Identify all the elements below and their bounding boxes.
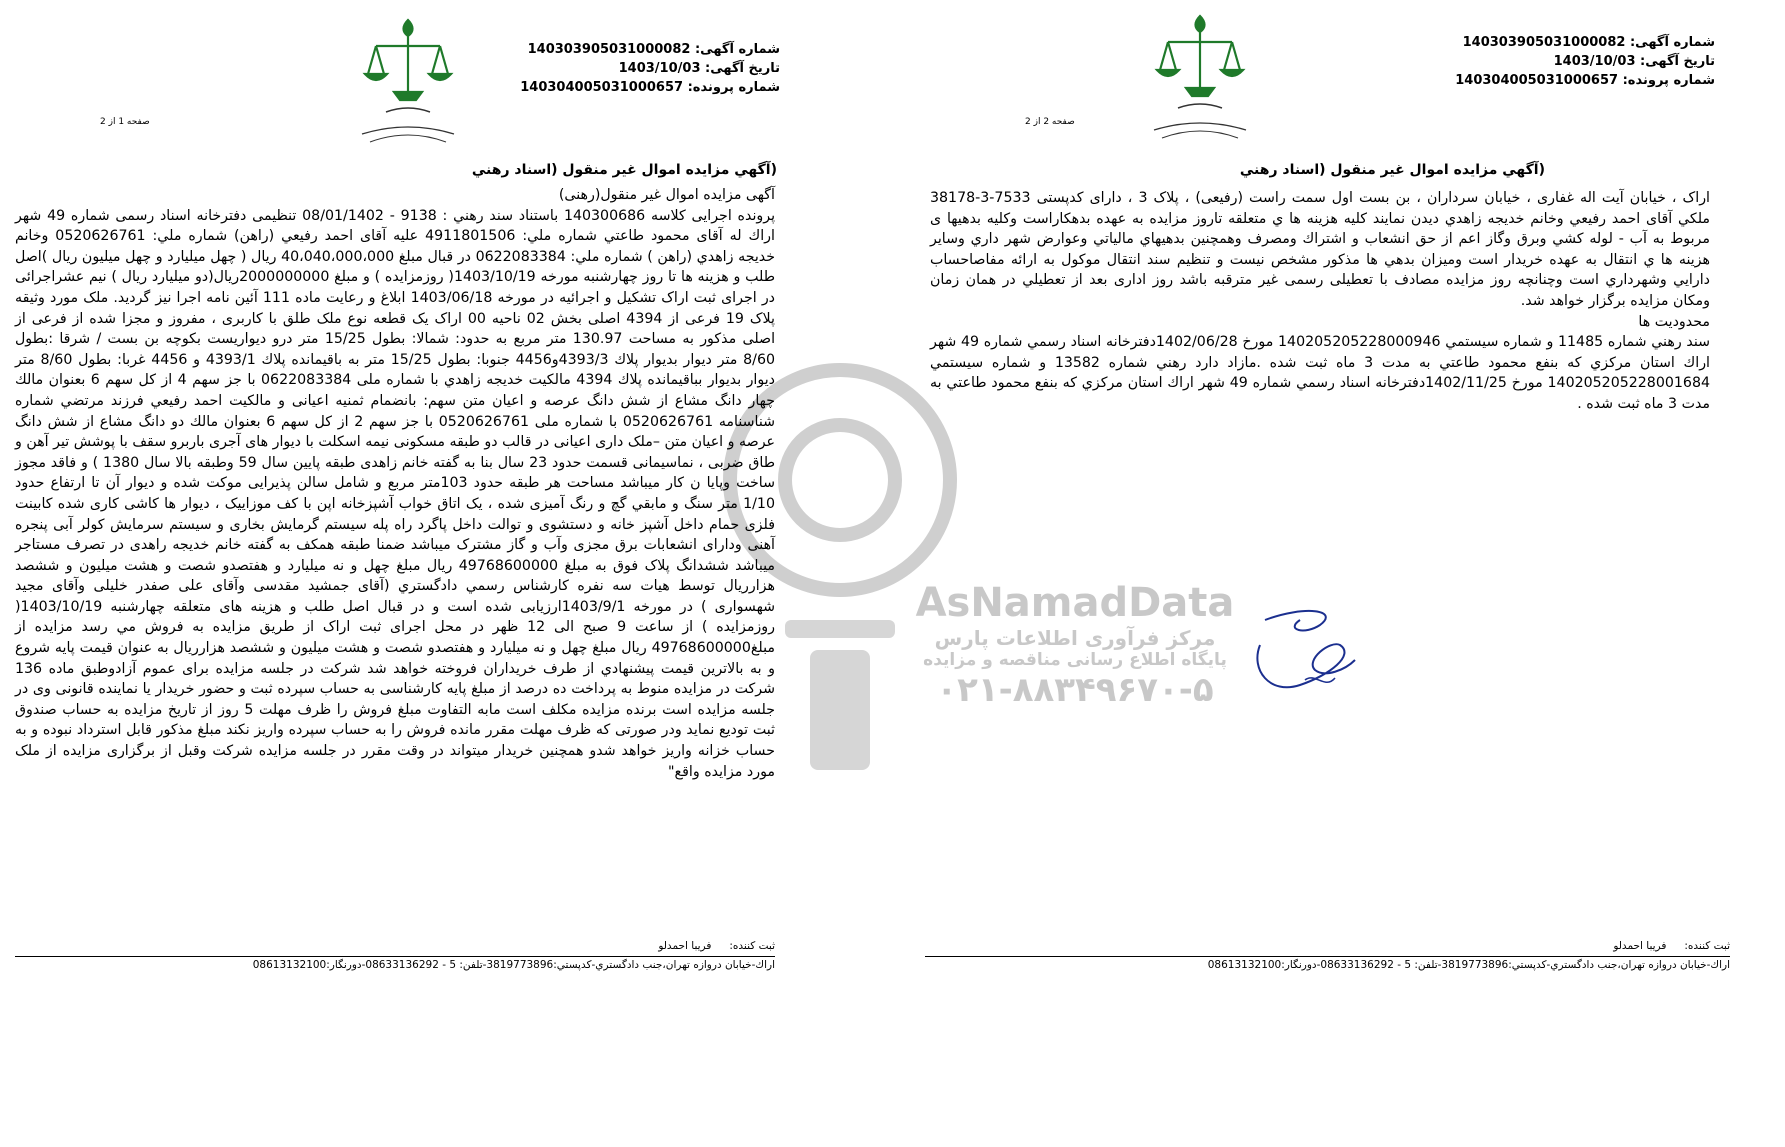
watermark-text: AsNamadData مرکز فرآوری اطلاعات پارس پایگاه اطلاع رسانی مناقصه و مزایده ۰۲۱-۸۸۳۴۹۶۷۰-۵ (915, 580, 1235, 710)
notice-date-line: تاریخ آگهی: 1403/10/03 (618, 61, 780, 76)
notice-body (930, 188, 1710, 415)
footer-divider (15, 956, 775, 957)
notice-header (1455, 33, 1715, 90)
notice-date-line: تاریخ آگهی: 1403/10/03 (1553, 54, 1715, 69)
notice-body (15, 185, 775, 782)
notice-number-line: شماره آگهی: 140303905031000082 (1462, 35, 1715, 50)
judiciary-emblem-icon (1140, 8, 1260, 148)
office-address: اراك-خيابان دروازه تهران،جنب دادگستري-كدپستي:3819773896-تلفن: 5 - 08633136292-دورنگار:08613132100 (252, 959, 775, 971)
recorder-name: فریبا احمدلو (658, 940, 712, 952)
notice-title: (آگهي مزايده اموال غير منقول (اسناد رهني (1239, 162, 1545, 178)
notice-paragraph: اراک ، خیابان آیت اله غفاری ، خیابان سرداران ، بن بست اول سمت راست (رفیعی) ، پلاک 3 ، دارای کدپستی 7533-3-38178 ملكي آقای احمد رفيعي وخانم خديجه زاهدي ديدن نمايند كليه هزينه ها ي متعلقه تاروز مزايده به عهده بدهكاراست وكليه بدهيها ی مربوط به آب - لوله كشي وبرق وگاز اعم از حق انشعاب و اشتراك ومصرف وهمچنين بدهيهاي مالياتي وعوارض شهر داري وساير هزينه ها ي انتقال به عهده خريدار است وميزان بدهي ها مذكور مشخص نيست و تنظیم سند انتقال موكول به ارائه مفاصاحساب دارايي وشهرداري است وچنانچه روز مزایده مصادف با تعطیلی رسمی غیر مترقبه باشد روز اداری بعد از تعطیلي در همان زمان ومکان مزایده برگزار خواهد شد. (930, 190, 1710, 309)
judiciary-emblem-icon (348, 12, 468, 152)
restrictions-heading: محدوديت ها (1638, 313, 1710, 330)
page-number: صفحه 2 از 2 (1025, 117, 1075, 127)
recorder-line (925, 940, 1730, 952)
notice-header (520, 40, 780, 97)
file-number-line: شماره پرونده: 140304005031000657 (520, 80, 780, 95)
page-two (905, 0, 1785, 1147)
recorder-line (15, 940, 775, 952)
file-number-line: شماره پرونده: 140304005031000657 (1455, 73, 1715, 88)
notice-title: (آگهي مزايده اموال غير منقول (اسناد رهني (471, 162, 777, 178)
signature-icon (1245, 600, 1375, 710)
notice-subtitle: آگهی مزایده اموال غیر منقول(رهنی) (558, 187, 775, 203)
recorder-label: ثبت کننده: (729, 940, 775, 952)
page-footer (15, 940, 775, 971)
restrictions-paragraph: سند رهني شماره 11485 و شماره سيستمي 140205205228000946 مورخ 1402/06/28دفترخانه اسناد رسمي شماره 49 شهر اراك استان مركزي كه بنفع محمود طاعتي به مدت 3 ماه ثبت شده .مازاد دارد رهني شماره 13582 و شماره سيستمي 140205205228001684 مورخ 1402/11/25دفترخانه اسناد رسمي شماره 49 شهر اراك استان مركزي كه بنفع محمود طاعتي به مدت 3 ماه ثبت شده . (930, 334, 1710, 412)
footer-divider (925, 956, 1730, 957)
recorder-label: ثبت کننده: (1684, 940, 1730, 952)
notice-paragraph: پرونده اجرایی کلاسه 140300686 باستناد سند رهني : 9138 - 08/01/1402 تنظیمی دفترخانه اسناد رسمی شماره 49 شهر اراك له آقای محمود طاعتي شماره ملي: 4911801506 علیه آقای احمد رفیعي (راهن) شماره ملي: 0520626761 وخانم خديجه زاهدي (راهن ) شماره ملي: 0622083384 در قبال مبلغ 40،040،000،000 ريال ( چهل ميليارد و چهل ميليون ريال )اصل طلب و هزينه ها تا روز چهارشنبه مورخه 1403/10/19( روزمزايده ) و مبلغ 2000000000ريال(دو ميليارد ريال ) نيم عشراجرائی در اجرای ثبت اراک تشکیل و اجرائیه در مورخه 1403/06/18 ابلاغ و رعایت ماده 111 آئين نامه اجرا نيز گرديد. ملک مورد وثیقه پلاک 19 فرعی از 4394 اصلی بخش 02 ناحیه 00 اراک یک قطعه نوع ملک طلق با کاربری ، مفروز و مجزا شده از فرعی از اصلی مذكور به مساحت 130.97 متر مربع به حدود: شمالا: بطول 15/25 متر درو ديواريست بكوچه بن بست / شرقا :بطول 8/60 متر ديوار بديوار پلاك 4393/3و4456 جنوبا: بطول 15/25 متر به باقيمانده پلاك 4393/1 و 4456 غربا: بطول 8/60 متر ديوار بديوار بباقيمانده پلاك 4394 مالكيت خديجه زاهدي با شماره ملی 0622083384 با جز سهم 4 از کل سهم 6 بعنوان مالك چهار دانگ مشاع از شش دانگ عرصه و اعيان متن سهم: بانضمام ثمنیه اعیانی و مالكيت احمد رفيعي فرزند مرتضي شماره شناسنامه 0520626761 با شماره ملی 0520626761 با جز سهم 2 از کل سهم 6 بعنوان مالك دو دانگ مشاع از شش دانگ عرصه و اعيان متن –ملک داری اعیانی در قالب دو طبقه مسکونی نیمه اسکلت با دیوار های آجری باربرو سقف با پوشش تیر آهن و طاق ضربی ، نماسیمانی قسمت حدود 23 سال بنا به گفته خانم زاهدی طبقه پایین سال 59 وطبقه بالا سال 1380 ) و فاقد مجوز ساخت وپایا ن کار میباشد مساحت هر طبقه حدود 103متر مربع و شامل سالن پذیرایی موکت شده و دیوار آن تا ارتفاع حدود 1/10 متر سنگ و مابقي گچ و رنگ آمیزی شده ، یک اتاق خواب آشپزخانه اپن با کف موزاییک ، دیوار ها کاشی کاری شده کابینت فلزی حمام داخل آشپز خانه و دستشوی و توالت داخل پاگرد راه پله سیستم گرمایش بخاری و سیستم سرمایش کولر آبی پنجره آهنی ودارای انشعابات برق مجزی وآب و گاز مشترک میباشد ضمنا طبقه همکف به گفته خانم خدیجه راهدی در تصرف مستاجر میباشد ششدانگ پلاک فوق به مبلغ 49768600000 ريال مبلغ چهل و نه ميليارد و هفتصدو شصت و هشت ميليون و ششصد هزارريال توسط هيات سه نفره كارشناس رسمي دادگستري (آقای جمشید مقدسی وآقای علی صفدر خلیلی وآقای مجید شهسواری ) در مورخه 1403/9/1ارزیابی شده است و در قبال اصل طلب و هزینه های متعلقه چهارشنبه 1403/10/19( روزمزايده ) از ساعت 9 صبح الی 12 ظهر در محل اجرای ثبت اراک از طريق مزايده به فروش مي رسد مزایده از مبلغ49768600000 ريال مبلغ چهل و نه ميليارد و هفتصدو شصت و هشت ميليون و ششصد هزارريال به عنوان قیمت پایه شروع و به بالاترین قیمت پیشنهادي از طرف خریداران فروخته خواهد شد شرکت در جلسه مزایده برای عموم آزادوطبق ماده 136 شرکت در مزایده منوط به پرداخت ده درصد از مبلغ پایه کارشناسی به حساب سپرده ثبت و حضور خریدار یا نماینده قانونی وی در جلسه مزایده است برنده مزایده مکلف است مابه التفاوت مبلغ فروش را ظرف مهلت 5 روز از تاریخ مزایده به حساب صندوق ثبت تودیع نماید ودر صورتی که ظرف مهلت مقرر مانده فروش را به حساب سپرده واریز نکند مبلغ مذکور قابل استرداد نبوده و به حساب خزانه واریز خواهد شدو همچنین خریدار میتواند در وقت مقرر در جلسه مزایده شرکت وقبل از برگزاری مزایده از ملک مورد مزایده واقع" (15, 207, 776, 780)
notice-number-line: شماره آگهی: 140303905031000082 (527, 42, 780, 57)
page-footer (925, 940, 1730, 971)
recorder-name: فریبا احمدلو (1613, 940, 1667, 952)
office-address: اراك-خيابان دروازه تهران،جنب دادگستري-كدپستي:3819773896-تلفن: 5 - 08633136292-دورنگار:08613132100 (1207, 959, 1730, 971)
page-number: صفحه 1 از 2 (100, 117, 150, 127)
